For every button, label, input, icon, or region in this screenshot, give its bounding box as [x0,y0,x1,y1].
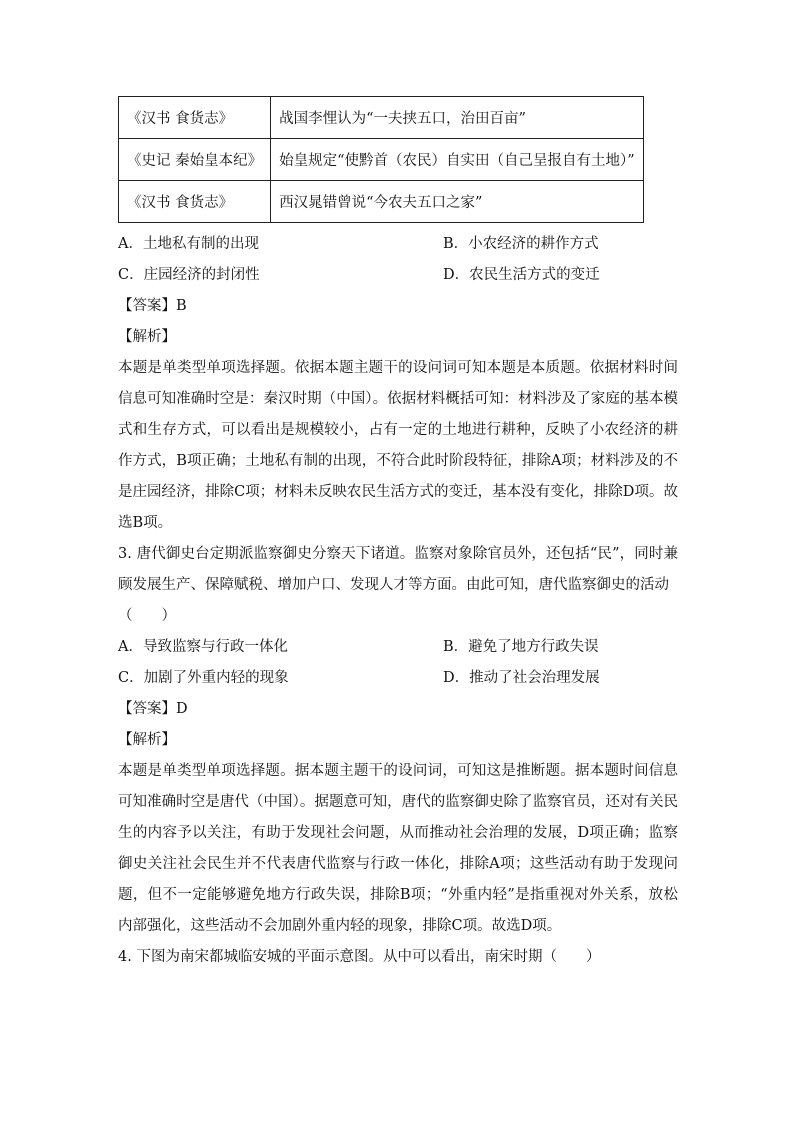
q3-analysis: 本题是单类型单项选择题。据本题主题干的设问词，可知这是推断题。据本题时间信息可知准确时空是唐代（中国）。据题意可知，唐代的监察御史除了监察官员，还对有关民生的内容予以关注，有助于发现社会问题，从而推动社会治理的发展，D项正确；监察御史关注社会民生并不代表唐代监察与行政一体化，排除A项；这些活动有助于发现问题，但不一定能够避免地方行政失误，排除B项；“外重内轻”是指重视对外关系，放松内部强化，这些活动不会加剧外重内轻的现象，排除C项。故选D项。 [118,763,678,934]
q3-option-d: D．推动了社会治理发展 [443,670,600,686]
q4-stem: 4. 下图为南宋都城临安城的平面示意图。从中可以看出，南宋时期（ ） [118,949,601,965]
q2-analysis: 本题是单类型单项选择题。依据本题主题干的设问词可知本题是本质题。依据材料时间信息可知准确时空是：秦汉时期（中国）。依据材料概括可知：材料涉及了家庭的基本模式和生存方式，可以看出是规模较小，占有一定的土地进行耕种，反映了小农经济的耕作方式，B项正确；土地私有制的出现，不符合此时阶段特征，排除A项；材料涉及的不是庄园经济，排除C项；材料未反映农民生活方式的变迁，基本没有变化，排除D项。故选B项。 [118,360,678,531]
q2-answer: 【答案】B [118,298,187,314]
table-cell-source: 《汉书 食货志》 [119,97,271,139]
table-cell-content: 始皇规定“使黔首（农民）自实田（自己呈报自有土地）” [271,139,644,181]
table-row [119,97,644,139]
q3-answer: 【答案】D [118,701,188,717]
q2-options [118,229,678,291]
q3-stem-text: 3. 唐代御史台定期派监察御史分察天下诸道。监察对象除官员外，还包括“民”，同时兼顾发展生产、保障赋税、增加户口、发现人才等方面。由此可知，唐代监察御史的活动 [118,546,678,593]
table-cell-source: 《史记 秦始皇本纪》 [119,139,271,181]
q3-bracket: （ ） [118,608,176,624]
document-page [118,96,678,973]
table-cell-content: 西汉晁错曾说“今农夫五口之家” [271,181,644,223]
table-row [119,139,644,181]
q2-analysis-label: 【解析】 [118,329,176,345]
q3-option-a: A．导致监察与行政一体化 [118,639,288,655]
q3-options [118,632,678,694]
q3-option-c: C．加剧了外重内轻的现象 [118,670,289,686]
q2-option-c: C．庄园经济的封闭性 [118,267,260,283]
q3-option-b: B．避免了地方行政失误 [443,639,599,655]
table-cell-content: 战国李悝认为“一夫挟五口，治田百亩” [271,97,644,139]
q3-analysis-label: 【解析】 [118,732,176,748]
table-cell-source: 《汉书 食货志》 [119,181,271,223]
source-table [118,96,644,223]
q2-option-a: A．土地私有制的出现 [118,236,259,252]
table-row [119,181,644,223]
q3-stem [118,539,678,632]
q2-option-b: B．小农经济的耕作方式 [443,236,599,252]
q2-option-d: D．农民生活方式的变迁 [443,267,600,283]
